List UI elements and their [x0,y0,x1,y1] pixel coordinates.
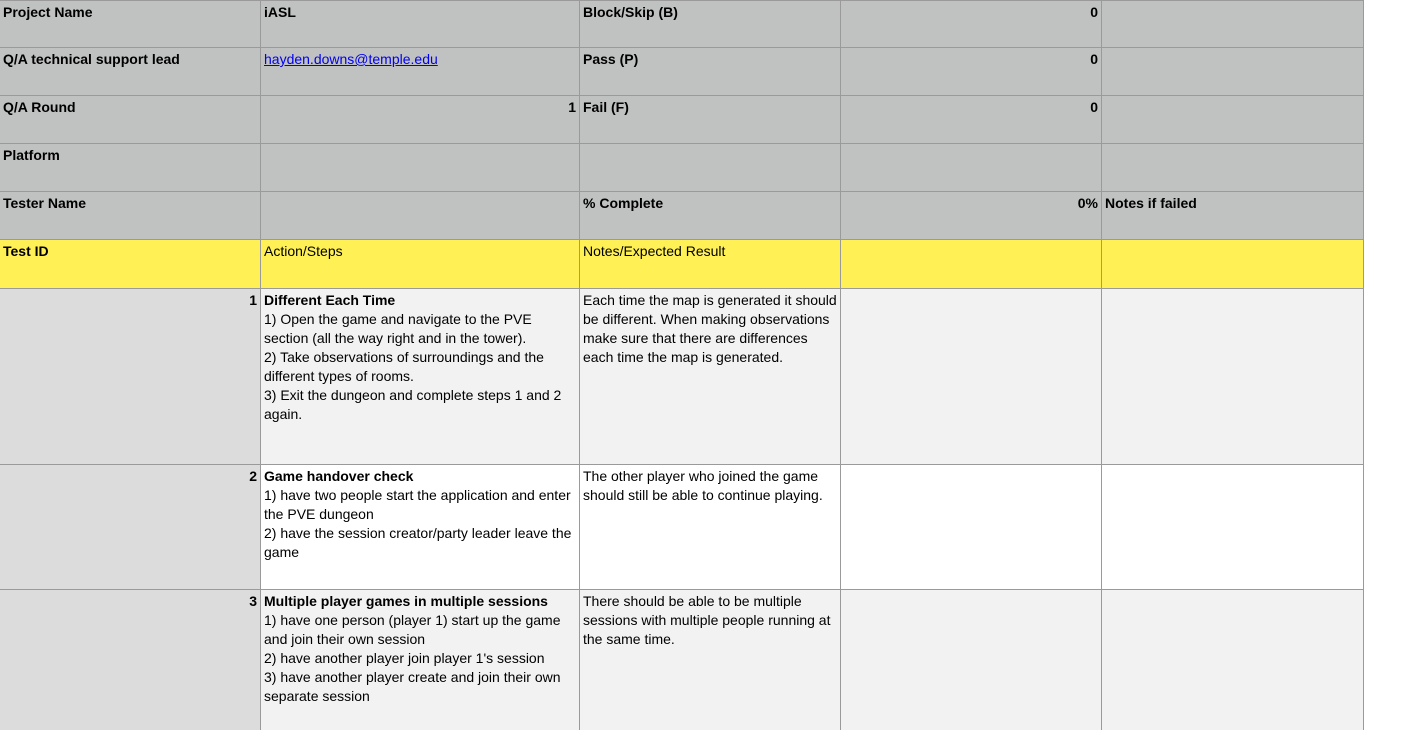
table-row [0,590,1364,730]
empty-cell[interactable] [1102,96,1364,143]
header-row-lead [0,48,1364,96]
header-row-project [0,0,1364,48]
lead-email-cell[interactable] [261,48,580,95]
test-result-cell[interactable] [841,590,1102,730]
test-expected-cell[interactable]: Each time the map is generated it should be different. When making observations make sure that there are differences each time the map is generated. [580,289,841,464]
test-expected-cell[interactable]: The other player who joined the game should still be able to continue playing. [580,465,841,589]
test-result-cell[interactable] [841,289,1102,464]
column-header-action[interactable]: Action/Steps [261,240,580,288]
column-header-row [0,240,1364,289]
header-row-platform [0,144,1364,192]
project-name-value[interactable]: iASL [261,1,580,47]
test-title: Game handover check [264,468,414,484]
test-action-cell[interactable] [261,465,580,589]
test-step: 3) have another player create and join their own separate session [264,669,561,704]
column-header-expected[interactable]: Notes/Expected Result [580,240,841,288]
test-step: 1) Open the game and navigate to the PVE section (all the way right and in the tower). [264,311,532,346]
test-notes-cell[interactable] [1102,465,1364,589]
complete-value[interactable]: 0% [841,192,1102,239]
table-row [0,465,1364,590]
platform-label[interactable]: Platform [0,144,261,191]
lead-email-link[interactable]: hayden.downs@temple.edu [264,51,438,67]
empty-cell[interactable] [1102,48,1364,95]
test-title: Multiple player games in multiple sessions [264,593,548,609]
tester-value[interactable] [261,192,580,239]
empty-cell[interactable] [1102,240,1364,288]
test-step: 1) have two people start the application and enter the PVE dungeon [264,487,571,522]
test-step: 1) have one person (player 1) start up the game and join their own session [264,612,561,647]
test-result-cell[interactable] [841,465,1102,589]
test-action-cell[interactable] [261,590,580,730]
table-row [0,289,1364,465]
header-row-tester [0,192,1364,240]
test-step: 2) have the session creator/party leader leave the game [264,525,572,560]
block-skip-value[interactable]: 0 [841,1,1102,47]
fail-label[interactable]: Fail (F) [580,96,841,143]
empty-cell[interactable] [580,144,841,191]
test-step: 2) Take observations of surroundings and the different types of rooms. [264,349,544,384]
test-id-cell[interactable]: 1 [0,289,261,464]
header-row-round [0,96,1364,144]
test-notes-cell[interactable] [1102,590,1364,730]
test-notes-cell[interactable] [1102,289,1364,464]
complete-label[interactable]: % Complete [580,192,841,239]
empty-cell[interactable] [1102,1,1364,47]
column-header-test-id[interactable]: Test ID [0,240,261,288]
test-id-cell[interactable]: 2 [0,465,261,589]
test-id-cell[interactable]: 3 [0,590,261,730]
empty-cell[interactable] [1102,144,1364,191]
round-label[interactable]: Q/A Round [0,96,261,143]
pass-label[interactable]: Pass (P) [580,48,841,95]
notes-failed-label[interactable]: Notes if failed [1102,192,1364,239]
test-step: 3) Exit the dungeon and complete steps 1 and 2 again. [264,387,562,422]
test-expected-cell[interactable]: There should be able to be multiple sessions with multiple people running at the same time. [580,590,841,730]
test-step: 2) have another player join player 1's session [264,650,545,666]
test-title: Different Each Time [264,292,396,308]
test-action-cell[interactable] [261,289,580,464]
round-value[interactable]: 1 [261,96,580,143]
fail-value[interactable]: 0 [841,96,1102,143]
block-skip-label[interactable]: Block/Skip (B) [580,1,841,47]
lead-label[interactable]: Q/A technical support lead [0,48,261,95]
platform-value[interactable] [261,144,580,191]
tester-label[interactable]: Tester Name [0,192,261,239]
empty-cell[interactable] [841,240,1102,288]
pass-value[interactable]: 0 [841,48,1102,95]
project-name-label[interactable]: Project Name [0,1,261,47]
empty-cell[interactable] [841,144,1102,191]
